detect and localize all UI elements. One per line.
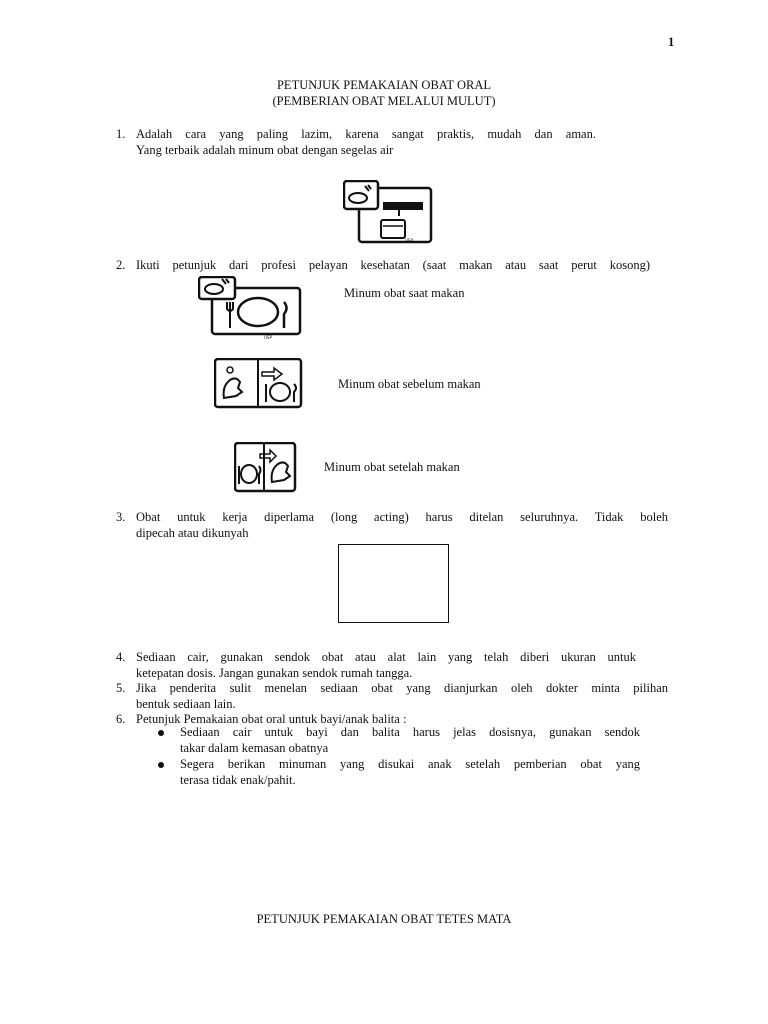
pictogram-caption: Minum obat setelah makan — [324, 460, 460, 474]
with-meal-pictogram — [198, 276, 302, 340]
page-title: PETUNJUK PEMAKAIAN OBAT ORAL — [276, 78, 491, 92]
list-item-text: ketepatan dosis. Jangan gunakan sendok rumah tangga. — [136, 666, 413, 680]
bullet-text: takar dalam kemasan obatnya — [180, 741, 329, 755]
list-item-text: Petunjuk Pemakaian obat oral untuk bayi/anak balita : — [136, 712, 407, 726]
list-item-text: Jika penderita sulit menelan sediaan obat yang dianjurkan oleh dokter minta pilihan — [136, 681, 668, 695]
svg-text:USP: USP — [264, 335, 272, 340]
after-meal-pictogram — [234, 442, 298, 494]
drink-with-water-pictogram — [343, 180, 433, 244]
list-item-text: Ikuti petunjuk dari profesi pelayan kesehatan (saat makan atau saat perut kosong) — [136, 258, 650, 272]
list-number: 6. — [116, 712, 126, 726]
svg-text:USP: USP — [405, 238, 413, 243]
list-item-text: Sediaan cair, gunakan sendok obat atau alat lain yang telah diberi ukuran untuk — [136, 650, 636, 664]
bullet-text: Sediaan cair untuk bayi dan balita harus jelas dosisnya, gunakan sendok — [180, 725, 640, 739]
list-number: 2. — [116, 258, 126, 272]
section-heading: PETUNJUK PEMAKAIAN OBAT TETES MATA — [256, 912, 512, 926]
list-item-text: Obat untuk kerja diperlama (long acting) harus ditelan seluruhnya. Tidak boleh — [136, 510, 668, 524]
page-number: 1 — [668, 35, 675, 49]
bullet-dot — [158, 730, 164, 736]
list-number: 4. — [116, 650, 126, 664]
bullet-text: Segera berikan minuman yang disukai anak setelah pemberian obat yang — [180, 757, 640, 771]
before-meal-pictogram — [214, 358, 304, 410]
list-item-text: bentuk sediaan lain. — [136, 697, 236, 711]
list-number: 5. — [116, 681, 126, 695]
page-subtitle: (PEMBERIAN OBAT MELALUI MULUT) — [272, 94, 496, 108]
list-number: 1. — [116, 127, 126, 141]
list-item-text: dipecah atau dikunyah — [136, 526, 249, 540]
bullet-dot — [158, 762, 164, 768]
list-item-text: Yang terbaik adalah minum obat dengan segelas air — [136, 143, 394, 157]
bullet-text: terasa tidak enak/pahit. — [180, 773, 296, 787]
pictogram-caption: Minum obat saat makan — [344, 286, 465, 300]
list-number: 3. — [116, 510, 126, 524]
pictogram-caption: Minum obat sebelum makan — [338, 377, 481, 391]
list-item-text: Adalah cara yang paling lazim, karena sangat praktis, mudah dan aman. — [136, 127, 596, 141]
image-placeholder-box — [338, 544, 449, 623]
